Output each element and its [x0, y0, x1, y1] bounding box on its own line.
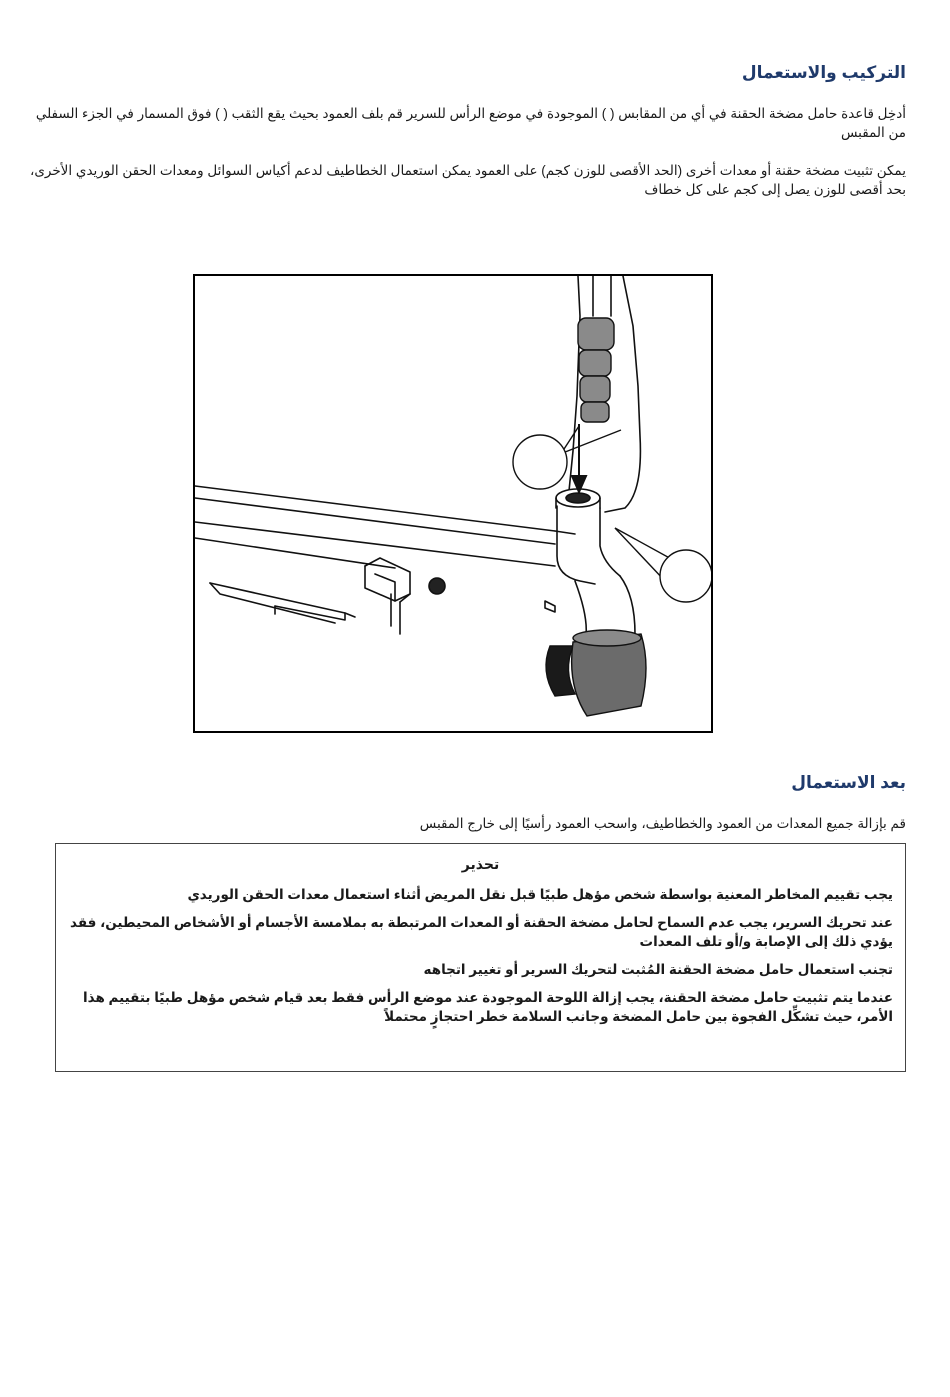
warning-item-3: تجنب استعمال حامل مضخة الحقنة المُثبت لتحريك السرير أو تغيير اتجاهه — [423, 962, 893, 977]
installation-paragraph-2: يمكن تثبيت مضخة حقنة أو معدات أخرى (الحد الأقصى للوزن كجم) على العمود يمكن استعمال الخطاطيف لدعم أكياس السوائل ومعدات الحقن الوريدي الأخرى، بحد أقصى للوزن يصل إلى كجم على كل خطاف — [29, 163, 906, 197]
after-use-heading: بعد الاستعمال — [791, 773, 906, 792]
installation-paragraph-1: أدخِل قاعدة حامل مضخة الحقنة في أي من المقابس ( ) الموجودة في موضع الرأس للسرير قم بلف العمود بحيث يقع الثقب ( ) فوق المسمار في الجزء السفلي من المقبس — [35, 106, 906, 140]
warning-item-2: عند تحريك السرير، يجب عدم السماح لحامل مضخة الحقنة أو المعدات المرتبطة به بملامسة الأجسام أو الأشخاص المحيطين، فقد يؤدي ذلك إلى الإصابة و/أو تلف المعدات — [70, 915, 893, 949]
installation-heading: التركيب والاستعمال — [741, 63, 906, 82]
iv-pole-socket-figure — [193, 274, 713, 733]
warning-item-4: عندما يتم تثبيت حامل مضخة الحقنة، يجب إزالة اللوحة الموجودة عند موضع الرأس فقط بعد قيام شخص مؤهل طبيًا بتقييم هذا الأمر، حيث تشكِّل الفجوة بين حامل المضخة وجانب السلامة خطر احتجازٍ محتملاً — [83, 990, 893, 1024]
warning-title: تحذير — [461, 856, 500, 872]
after-use-paragraph: قم بإزالة جميع المعدات من العمود والخطاطيف، واسحب العمود رأسيًا إلى خارج المقبس — [419, 816, 906, 831]
warning-box — [55, 843, 906, 1072]
iv-pole-socket-illustration-icon — [195, 276, 711, 731]
warning-item-1: يجب تقييم المخاطر المعنية بواسطة شخص مؤهل طبيًا قبل نقل المريض أثناء استعمال معدات الحقن الوريدي — [187, 887, 893, 902]
